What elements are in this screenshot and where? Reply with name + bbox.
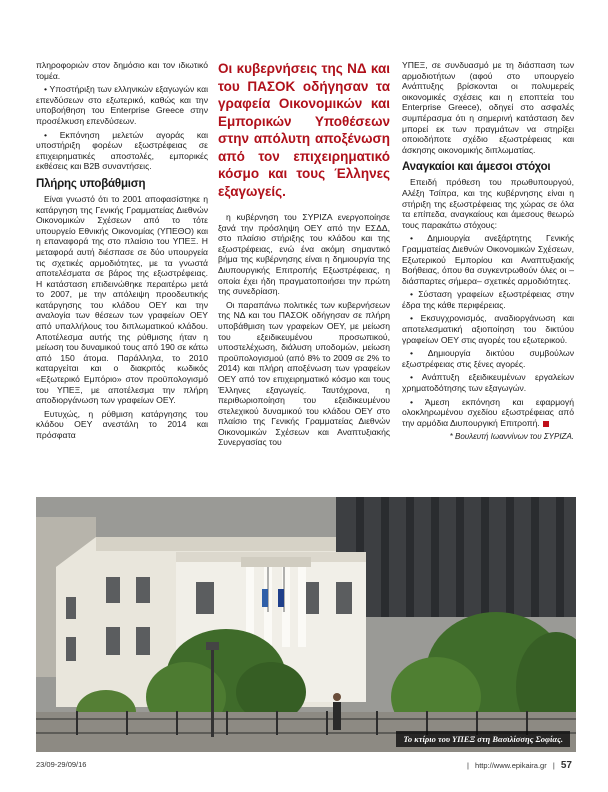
paragraph: Είναι γνωστό ότι το 2001 αποφασίστηκε η κατάργηση της Γενικής Γραμματείας Διεθνών Οικονομικών Σχέσεων από το τότε υπουργείο Εθνικής Οικονομίας (ΥΠΕΘΟ) και η επαναφορά της στο πλαίσιο του ΥΠΕΞ. Η μεταφορά αυτή διέσπασε σε δύο υπουργεία τις σχετικές αρμοδιότητες, με τα γνωστά αποτελέσματα σε βάρος της εξωστρέφειας. Η κατάσταση επιδεινώθηκε περαιτέρω μετά το 2007, με την απόλειψη προοδευτικής κατάργησης του κλάδου ΟΕΥ και την αναλογία των θέσεων των γραφείων ΟΕΥ από υπαλλήλους του διπλωματικού κλάδου. Αποτέλεσμα αυτής της ρύθμισης ήταν η μείωση του δυναμικού τους από 190 σε κάτω από 150 άτομα. Παράλληλα, το 2010 καταργείται και ο διακριτός κωδικός «Εξωτερικό Εμπόριο» στον προϋπολογισμό του ΥΠΕΞ, με αποτέλεσμα την πλήρη αποδιοργάνωση των γραφείων ΟΕΥ. — [36, 193, 208, 406]
end-of-article-mark-icon — [543, 421, 549, 427]
footer-right — [463, 760, 572, 771]
bullet-item: • Εκπόνηση μελετών αγοράς και υποστήριξη φορέων εξωστρέφειας σε επιχειρηματικές αποστολές, εμπορικές εκθέσεις και B2B συναντήσεις. — [36, 130, 208, 172]
issue-date: 23/09-29/09/16 — [36, 760, 87, 769]
website-link[interactable]: http://www.epikaira.gr — [475, 761, 547, 770]
bullet-item: • Υποστήριξη των ελληνικών εξαγωγών και επενδύσεων στο εξωτερικό, καθώς και την υποβοήθηση του Enterprise Greece στην προσέλκυση επενδύσεων. — [36, 84, 208, 126]
paragraph: Ευτυχώς, η ρύθμιση κατάργησης του κλάδου ΟΕΥ ανεστάλη το 2014 και πρόσφατα — [36, 408, 208, 440]
building-photo — [36, 497, 576, 752]
bullet-item: • Σύσταση γραφείων εξωστρέφειας στην έδρα της κάθε περιφέρειας. — [402, 289, 574, 310]
article-column-1 — [36, 60, 208, 444]
bullet-item: • Ανάπτυξη εξειδικευμένων εργαλείων χρηματοδότησης των εξαγωγών. — [402, 372, 574, 393]
bullet-item: • Εκσυγχρονισμός, αναδιοργάνωση και αποτελεσματική αξιοποίηση του δικτύου γραφείων ΟΕΥ στις αγορές του εξωτερικού. — [402, 313, 574, 345]
paragraph: η κυβέρνηση του ΣΥΡΙΖΑ ενεργοποίησε ξανά την πρόσληψη ΟΕΥ από την ΕΣΔΔ, στο πλαίσιο στήριξης του κλάδου και της εξωστρέφειας, ενώ ένα ακόμη σημαντικό βήμα της κυβέρνησης είναι η δημιουργία της Διυπουργικής Επιτροπής Εξωστρέφειας, η οποία έχει ήδη πραγματοποιήσει την πρώτη της συνεδρίαση. — [218, 212, 390, 297]
footer-separator: | — [552, 761, 555, 770]
bullet-item — [402, 397, 574, 429]
paragraph: πληροφοριών στον δημόσιο και τον ιδιωτικό τομέα. — [36, 60, 208, 81]
bullet-text: Άμεση εκπόνηση και εφαρμογή ολοκληρωμένου σχεδίου εξωστρέφειας από την αρμόδια Διυπουργική Επιτροπή. — [402, 396, 574, 428]
photo-caption: Το κτίριο του ΥΠΕΞ στη Βασιλίσσης Σοφίας. — [396, 731, 570, 747]
bullet-item: • Δημιουργία δικτύου συμβούλων εξωστρέφειας στις ξένες αγορές. — [402, 348, 574, 369]
bullet-item: • Δημιουργία ανεξάρτητης Γενικής Γραμματείας Διεθνών Οικονομικών Σχέσεων, Εξωτερικού Εμπορίου και Αναπτυξιακής Βοήθειας, όπου θα συγκεντρωθούν όλες οι –διάσπαρτες σήμερα– σχετικές αρμοδιότητες. — [402, 233, 574, 286]
paragraph: Οι παραπάνω πολιτικές των κυβερνήσεων της ΝΔ και του ΠΑΣΟΚ οδήγησαν σε πλήρη υποβάθμιση των γραφείων ΟΕΥ, με μείωση του εξειδικευμένου προσωπικού, υποστελέχωση, διάλυση υποδομών, μείωση προϋπολογισμού (από 8% το 2009 σε 2% το 2014) και πλήρη αποξένωση των γραφείων ΟΕΥ από τον επιχειρηματικό κόσμο και τους Έλληνες εξαγωγείς. Ταυτόχρονα, η περιθωριοποίηση του εξειδικευμένου στελεχικού δυναμικού του κλάδου ΟΕΥ στο πλαίσιο της Γενικής Γραμματείας Διεθνών Οικονομικών Σχέσεων και Αναπτυξιακής Συνεργασίας του — [218, 299, 390, 448]
section-heading: Πλήρης υποβάθμιση — [36, 177, 146, 190]
page-number: 57 — [560, 760, 572, 771]
article-column-2 — [218, 60, 390, 451]
paragraph: Επειδή πρόθεση του πρωθυπουργού, Αλέξη Τσίπρα, και της κυβέρνησης είναι η στήριξη της εξωστρέφειας της χώρας σε όλα τα επίπεδα, αναγκαίους και άμεσους θεωρώ τους παρακάτω στόχους: — [402, 177, 574, 230]
footer-separator: | — [466, 761, 469, 770]
page-footer — [36, 760, 572, 772]
author-credit: * Βουλευτή Ιωαννίνων του ΣΥΡΙΖΑ. — [449, 432, 574, 442]
section-heading: Αναγκαίοι και άμεσοι στόχοι — [402, 161, 551, 174]
paragraph: ΥΠΕΞ, σε συνδυασμό με τη διάσπαση των αρμοδιοτήτων (αφού στο υπουργείο Ανάπτυξης βρίσκονται οι πολυμερείς οικονομικές σχέσεις και η εποπτεία του Enterprise Greece), οδηγεί στο ασφαλές συμπέρασμα ότι η σημερινή κατάσταση δεν μπορεί εκ των πραγμάτων να στηρίξει οποιοδήποτε σχέδιο εξωστρέφειας και άσκησης οικονομικής διπλωματίας. — [402, 60, 574, 155]
article-column-3 — [402, 60, 574, 443]
pull-quote: Οι κυβερνήσεις της ΝΔ και του ΠΑΣΟΚ οδήγησαν τα γραφεία Οικονομικών και Εμπορικών Υποθέσεων στην απόλυτη αποξένωση από τον επιχειρηματικό κόσμο και τους Έλληνες εξαγωγείς. — [218, 61, 390, 199]
building-illustration — [36, 497, 576, 752]
